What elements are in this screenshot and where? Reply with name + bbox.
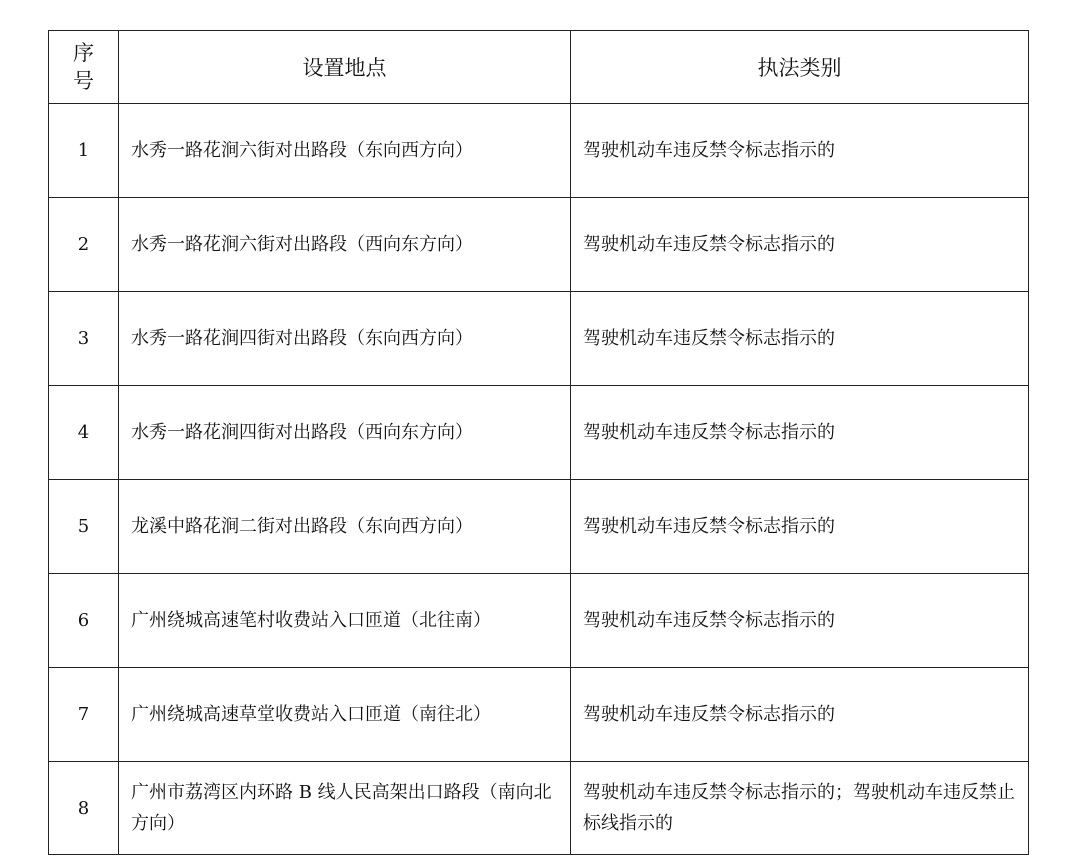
location-cell: 水秀一路花涧四街对出路段（东向西方向）: [119, 292, 571, 386]
location-cell: 广州绕城高速草堂收费站入口匝道（南往北）: [119, 668, 571, 762]
table-row: [49, 292, 1029, 386]
table-row: [49, 480, 1029, 574]
category-cell: 驾驶机动车违反禁令标志指示的: [571, 668, 1029, 762]
seq-cell: 7: [49, 668, 119, 762]
header-location: 设置地点: [119, 31, 571, 104]
location-cell: 水秀一路花涧四街对出路段（西向东方向）: [119, 386, 571, 480]
header-category: 执法类别: [571, 31, 1029, 104]
location-cell: 水秀一路花涧六街对出路段（西向东方向）: [119, 198, 571, 292]
header-seq-label: 序号: [73, 40, 94, 93]
seq-cell: 3: [49, 292, 119, 386]
seq-cell: 8: [49, 762, 119, 855]
category-cell: 驾驶机动车违反禁令标志指示的: [571, 480, 1029, 574]
table-row: [49, 762, 1029, 855]
seq-cell: 1: [49, 104, 119, 198]
table-header-row: [49, 31, 1029, 104]
enforcement-location-table: [48, 30, 1029, 855]
seq-cell: 4: [49, 386, 119, 480]
header-seq: [49, 31, 119, 104]
category-cell: 驾驶机动车违反禁令标志指示的: [571, 198, 1029, 292]
location-cell: 广州绕城高速笔村收费站入口匝道（北往南）: [119, 574, 571, 668]
category-cell: 驾驶机动车违反禁令标志指示的: [571, 386, 1029, 480]
location-cell: 广州市荔湾区内环路 B 线人民高架出口路段（南向北方向）: [119, 762, 571, 855]
seq-cell: 2: [49, 198, 119, 292]
table-row: [49, 386, 1029, 480]
category-cell: 驾驶机动车违反禁令标志指示的: [571, 574, 1029, 668]
table-row: [49, 574, 1029, 668]
table-row: [49, 104, 1029, 198]
seq-cell: 5: [49, 480, 119, 574]
table-row: [49, 198, 1029, 292]
category-cell: 驾驶机动车违反禁令标志指示的；驾驶机动车违反禁止标线指示的: [571, 762, 1029, 855]
location-cell: 龙溪中路花涧二街对出路段（东向西方向）: [119, 480, 571, 574]
category-cell: 驾驶机动车违反禁令标志指示的: [571, 292, 1029, 386]
seq-cell: 6: [49, 574, 119, 668]
table-row: [49, 668, 1029, 762]
category-cell: 驾驶机动车违反禁令标志指示的: [571, 104, 1029, 198]
location-cell: 水秀一路花涧六街对出路段（东向西方向）: [119, 104, 571, 198]
